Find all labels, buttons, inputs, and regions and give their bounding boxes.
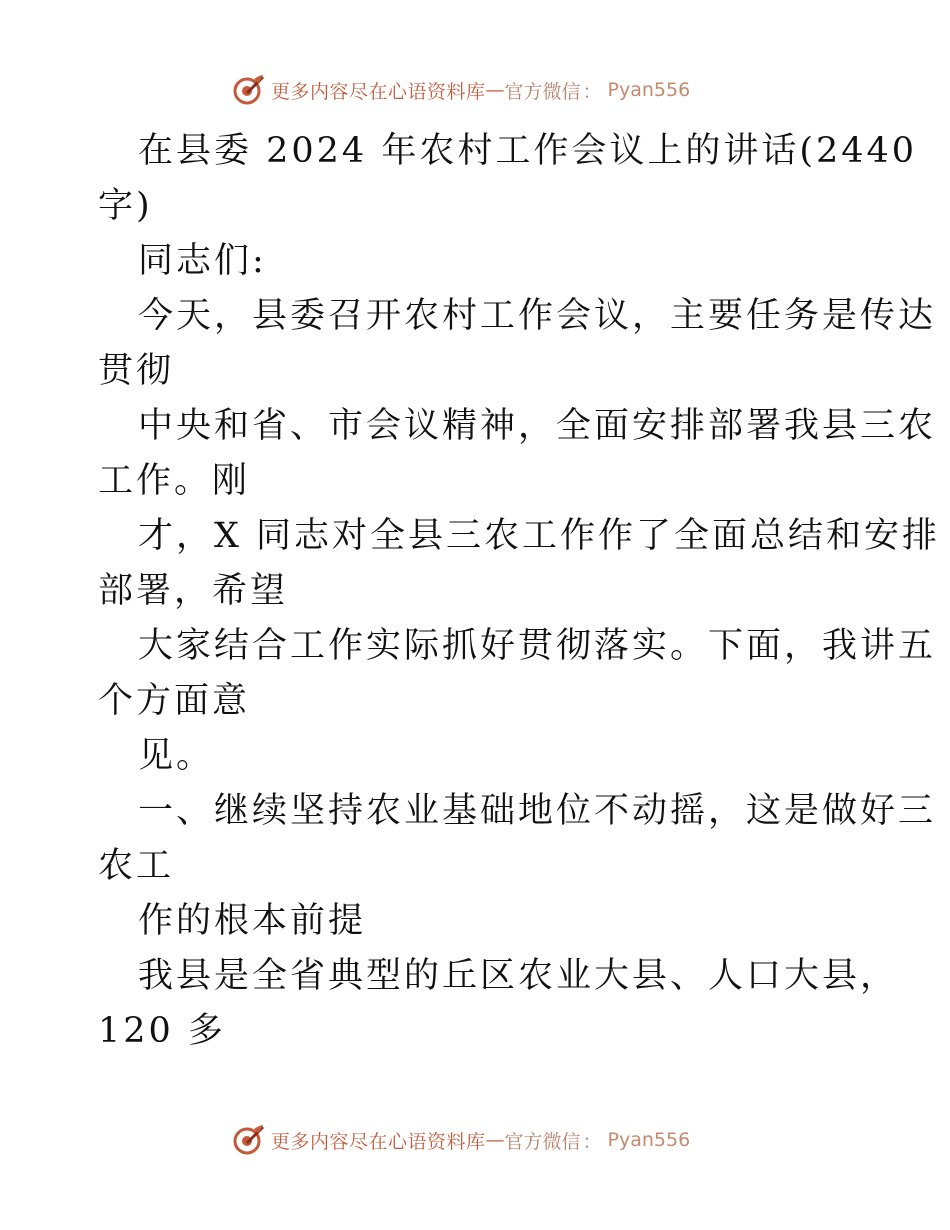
text-line: 贯彻 [98,351,175,391]
watermark-wechat-label: 官方微信 [504,1130,581,1153]
text-line: 今天，县委召开农村工作会议，主要任务是传达 [138,296,937,336]
watermark-wechat-id: Pyan556 [607,1129,691,1151]
text-line: 字) [98,186,153,226]
document-body [98,124,941,1059]
text-line: 120 多 [98,1011,226,1051]
watermark-main-text: 更多内容尽在心语资料库 [271,80,486,103]
watermark-dash: — [485,79,505,101]
text-line: 大家结合工作实际抓好贯彻落实。下面，我讲五 [138,626,937,666]
text-line: 一、继续坚持农业基础地位不动摇，这是做好三 [138,791,937,831]
text-line: 作的根本前提 [138,901,367,941]
watermark-wechat-label: 官方微信 [504,80,581,103]
text-line: 农工 [98,846,175,886]
watermark-dash: — [485,1129,505,1151]
watermark-wechat-id: Pyan556 [607,79,691,101]
watermark-main-text: 更多内容尽在心语资料库 [271,1130,486,1153]
watermark-separator: ： [582,80,602,103]
text-line: 在县委 2024 年农村工作会议上的讲话(2440 [138,131,918,171]
text-line: 见。 [138,736,215,776]
quill-pen-circle-icon [232,1123,266,1157]
text-line: 中央和省、市会议精神，全面安排部署我县三农 [138,406,937,446]
watermark-header [232,70,752,110]
text-line: 工作。刚 [98,461,251,501]
quill-pen-circle-icon [232,73,266,107]
watermark-footer [232,1120,752,1160]
text-line: 个方面意 [98,681,251,721]
text-line: 同志们: [138,241,267,281]
text-line: 我县是全省典型的丘区农业大县、人口大县， [138,956,899,996]
text-line: 部署，希望 [98,571,289,611]
text-line: 才，X 同志对全县三农工作作了全面总结和安排 [138,516,941,556]
watermark-separator: ： [582,1130,602,1153]
